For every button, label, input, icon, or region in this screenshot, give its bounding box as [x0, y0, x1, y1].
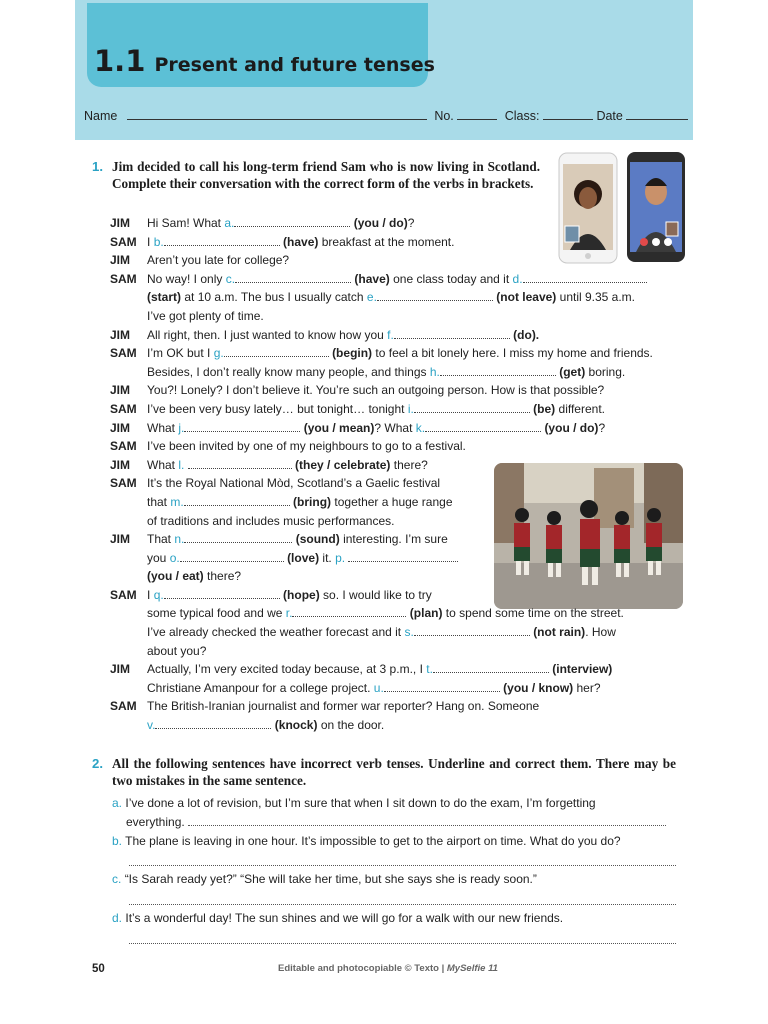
dialogue-line: SAM The British-Iranian journalist and former war reporter? Hang on. Someone v. (knock) on the door.	[110, 699, 540, 733]
answer-blank[interactable]	[425, 419, 541, 432]
sentence-item: b. The plane is leaving in one hour. It’s impossible to get to the airport on time. What do you do?	[112, 832, 676, 867]
number-field[interactable]	[457, 107, 497, 120]
answer-blank[interactable]	[433, 660, 549, 673]
page-title	[94, 44, 435, 78]
speaker-label: JIM	[110, 383, 131, 398]
date-label: Date	[596, 109, 623, 123]
exercise-2-instruction: All the following sentences have incorrect verb tenses. Underline and correct them. There may be two mistakes in the same sentence.	[112, 756, 676, 788]
class-label: Class:	[504, 109, 540, 123]
page-number: 50	[92, 963, 105, 975]
footer-credit: Editable and photocopiable © Texto | MySelfie 11	[278, 963, 498, 974]
answer-blank[interactable]	[414, 400, 530, 413]
dialogue-line: SAM I’ve been invited by one of my neighbours to go to a festival.	[110, 437, 676, 456]
answer-blank[interactable]	[234, 214, 350, 227]
answer-blank[interactable]	[155, 716, 271, 729]
speaker-label: JIM	[110, 216, 131, 230]
speaker-label: SAM	[110, 401, 137, 416]
dialogue-line: JIM You?! Lonely? I don’t believe it. You’re such an outgoing person. How is that possible?	[110, 381, 676, 400]
speaker-label: JIM	[110, 327, 131, 342]
name-field[interactable]	[127, 107, 427, 120]
answer-blank[interactable]	[164, 233, 280, 246]
speaker-label: SAM	[110, 699, 137, 714]
dialogue-line: SAM I q. (hope) so. I would like to try some typical food and we r. (plan) to spend some time on the street. I’ve already checked the weather forecast and it s. (not rain). How about you?	[110, 587, 624, 658]
dialogue-line: SAM It’s the Royal National Mòd, Scotland’s a Gaelic festival that m. (bring) together a huge range of traditions and includes music performances.	[110, 476, 453, 528]
exercise-1-instruction: Jim decided to call his long-term friend Sam who is now living in Scotland. Complete their conversation with the correct form of the verbs in brackets.	[112, 159, 540, 191]
answer-blank[interactable]	[224, 344, 329, 357]
sentence-item: d. It’s a wonderful day! The sun shines and we will go for a walk with our new friends.	[112, 909, 676, 944]
answer-blank[interactable]	[394, 326, 510, 339]
dialogue-line: SAM No way! I only c. (have) one class today and it d. (start) at 10 a.m. The bus I usually catch e. (not leave) until 9.35 a.m. I’ve got plenty of time.	[110, 270, 676, 326]
speaker-label: JIM	[110, 253, 131, 268]
dialogue-line: SAM I’ve been very busy lately… but tonight… tonight i. (be) different.	[110, 400, 676, 419]
answer-blank[interactable]	[414, 623, 530, 636]
answer-blank[interactable]	[377, 288, 493, 301]
student-info-row	[84, 107, 688, 123]
dialogue-line: JIM All right, then. I just wanted to know how you f. (do).	[110, 326, 676, 345]
answer-blank[interactable]	[523, 270, 647, 283]
speaker-label: JIM	[110, 420, 131, 435]
exercise-1-number: 1.	[92, 159, 103, 174]
answer-blank[interactable]	[348, 549, 458, 562]
answer-blank[interactable]	[440, 363, 556, 376]
speaker-label: JIM	[110, 662, 131, 677]
answer-blank[interactable]	[188, 456, 292, 469]
lesson-number: 1.1	[94, 44, 146, 78]
dialogue-line: SAM I’m OK but I g. (begin) to feel a bit lonely here. I miss my home and friends. Besides, I don’t really know many people, and things h. (get) boring.	[110, 346, 653, 379]
answer-blank[interactable]	[184, 530, 292, 543]
speaker-label: SAM	[110, 587, 137, 602]
answer-blank[interactable]	[384, 679, 500, 692]
answer-blank[interactable]	[184, 493, 290, 506]
sentence-item: a. I’ve done a lot of revision, but I’m sure that when I sit down to do the exam, I’m forgetting everything.	[112, 794, 676, 832]
dialogue-line: JIM Actually, I’m very excited today because, at 3 p.m., I t. (interview) Christiane Amanpour for a college project. u. (you / know) her?	[110, 662, 613, 695]
speaker-label: SAM	[110, 346, 137, 361]
dialogue-line: JIM What l. (they / celebrate) there?	[110, 456, 676, 475]
name-label: Name	[84, 109, 118, 123]
sentence-item: c. “Is Sarah ready yet?” “She will take her time, but she says she is ready soon.”	[112, 870, 676, 905]
exercise-2-number: 2.	[92, 756, 103, 771]
speaker-label: JIM	[110, 532, 131, 547]
no-label: No.	[434, 109, 454, 123]
speaker-label: SAM	[110, 271, 137, 286]
answer-line[interactable]	[188, 813, 666, 826]
speaker-label: SAM	[110, 439, 137, 454]
dialogue-line: SAM I b. (have) breakfast at the moment.	[110, 233, 676, 252]
speaker-label: SAM	[110, 476, 137, 491]
class-field[interactable]	[543, 107, 593, 120]
exercise-2-sentences	[112, 794, 676, 944]
answer-blank[interactable]	[184, 419, 300, 432]
answer-blank[interactable]	[292, 604, 406, 617]
dialogue-line: JIM That n. (sound) interesting. I’m sure you o. (love) it. p. (you / eat) there?	[110, 530, 676, 586]
answer-line[interactable]	[129, 889, 676, 905]
answer-blank[interactable]	[164, 586, 280, 599]
speaker-label: SAM	[110, 234, 137, 249]
dialogue-line: JIM What j. (you / mean)? What k. (you / do)?	[110, 419, 676, 438]
answer-blank[interactable]	[235, 270, 351, 283]
dialogue-line: JIM Aren’t you late for college?	[110, 251, 676, 270]
answer-line[interactable]	[129, 928, 676, 944]
date-field[interactable]	[626, 107, 688, 120]
answer-line[interactable]	[129, 850, 676, 866]
dialogue	[110, 214, 676, 735]
speaker-label: JIM	[110, 457, 131, 472]
dialogue-line: JIM Hi Sam! What a. (you / do)?	[110, 214, 676, 233]
answer-blank[interactable]	[180, 549, 284, 562]
lesson-title: Present and future tenses	[154, 54, 435, 76]
